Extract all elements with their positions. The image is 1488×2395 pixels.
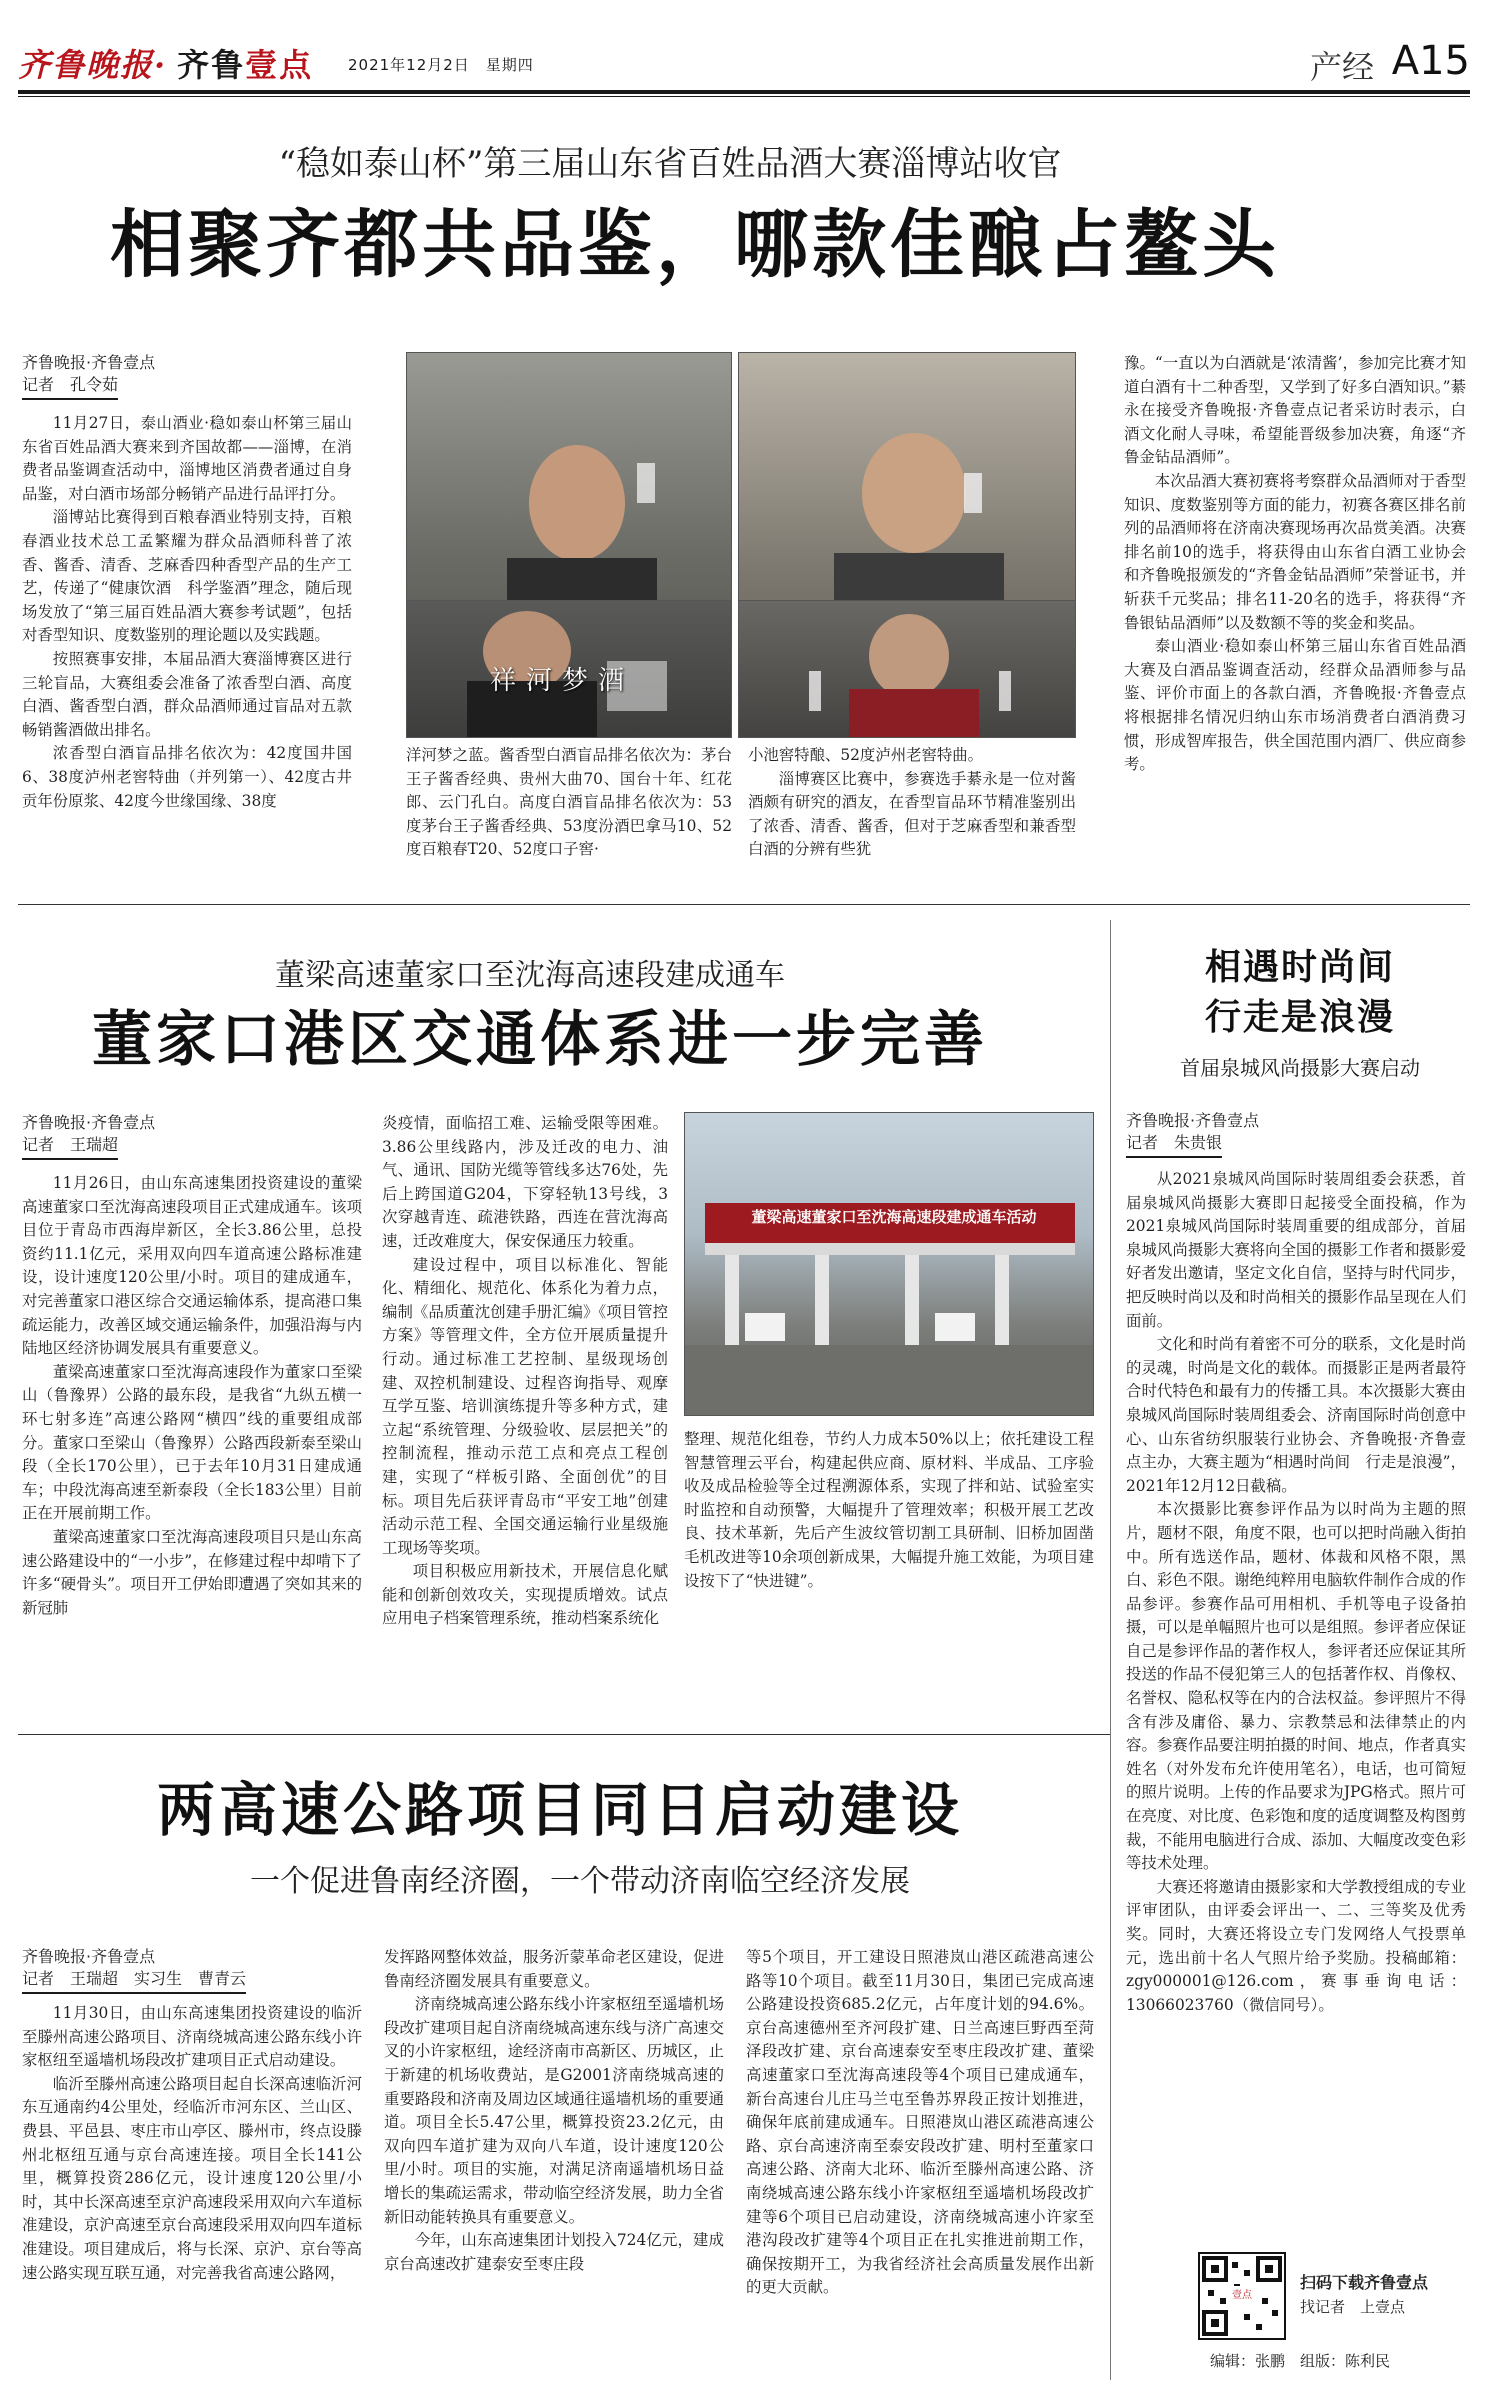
paragraph: 洋河梦之蓝。酱香型白酒盲品排名依次为：茅台王子酱香经典、贵州大曲70、国台十年、红花郎、云门孔白。高度白酒盲品排名依次为：53度茅台王子酱香经典、53度汾酒巴拿马10、52度百粮春T20、52度口子窖·: [406, 746, 732, 859]
paragraph: 等5个项目，开工建设日照港岚山港区疏港高速公路等10个项目。截至11月30日，集团已完成高速公路建设投资685.2亿元，占年度计划的94.6%。京台高速德州至齐河段扩建、日兰高速巨野西至菏泽段改扩建、京台高速泰安至枣庄段改扩建、董梁高速董家口至沈海高速段等4个项目已建成通车，新台高速台儿庄马兰屯至鲁苏界段正按计划推进，确保年底前建成通车。日照港岚山港区疏港高速公路、京台高速济南至泰安段改扩建、明村至董家口高速公路、济南大北环、临沂至滕州高速公路、济南绕城高速公路东线小许家枢纽至遥墙机场段改扩建等6个项目已启动建设，济南绕城高速小许家至港沟段改扩建等4个项目正在扎实推进前期工作，确保按期开工，为我省经济社会高质量发展作出新的更大贡献。: [746, 1948, 1094, 2297]
article2-headline: 董家口港区交通体系进一步完善: [92, 1005, 988, 1075]
article4-subhead: 首届泉城风尚摄影大赛启动: [1180, 1056, 1420, 1080]
logo-sub-prefix: 齐鲁: [177, 46, 246, 84]
page-number: A15: [1391, 38, 1470, 84]
paragraph: 本次品酒大赛初赛将考察群众品酒师对于香型知识、度数鉴别等方面的能力，初赛各赛区排名前列的品酒师将在济南决赛现场再次品赏美酒。决赛排名前10的选手，将获得由山东省白酒工业协会和齐鲁晚报颁发的“齐鲁金钻品酒师”荣誉证书，并斩获千元奖品；排名11-20名的选手，将获得“齐鲁银钻品酒师”以及数额不等的奖金和奖品。: [1124, 471, 1466, 632]
byline-reporter: 记者 朱贵银: [1126, 1132, 1222, 1158]
article1-byline: [22, 352, 352, 400]
article1-headline: 相聚齐都共品鉴，哪款佳酿占鳌头: [110, 202, 1280, 288]
byline-reporter: 记者 孔令茹: [22, 374, 118, 400]
article1-col2: [406, 744, 732, 880]
masthead-rule-thin: [18, 96, 1470, 97]
paragraph: 按照赛事安排，本届品酒大赛淄博赛区进行三轮盲品，大赛组委会准备了浓香型白酒、高度白酒、酱香型白酒，群众品酒师通过盲品对五款畅销酱酒做出排名。: [22, 649, 352, 739]
paragraph: 董梁高速董家口至沈海高速段项目只是山东高速公路建设中的“一小步”，在修建过程中却啃下了许多“硬骨头”。项目开工伊始即遭遇了突如其来的新冠肺: [22, 1527, 362, 1617]
paragraph: 文化和时尚有着密不可分的联系，文化是时尚的灵魂，时尚是文化的载体。而摄影正是两者最符合时代特色和最有力的传播工具。本次摄影大赛由泉城风尚国际时装周组委会、济南国际时尚创意中心、山东省纺织服装行业协会、齐鲁晚报·齐鲁壹点主办，大赛主题为“相遇时尚间 行走是浪漫”，2021年12月12日截稿。: [1126, 1335, 1466, 1495]
article4-headline: [1150, 942, 1450, 1042]
article1-col4: [1124, 352, 1466, 880]
paragraph: 济南绕城高速公路东线小许家枢纽至遥墙机场段改扩建项目起自济南绕城高速东线与济广高速交叉的小许家枢纽，途经济南市高新区、历城区，止于新建的机场收费站，是G2001济南绕城高速的重要路段和济南及周边区域通往遥墙机场的重要通道。项目全长5.47公里，概算投资23.2亿元，由双向四车道扩建为双向八车道，设计速度120公里/小时。项目的实施，对满足济南遥墙机场日益增长的集疏运需求，带动临空经济发展，助力全省新旧动能转换具有重要意义。: [384, 1995, 724, 2226]
photo-overlay-stamp: 祥河梦酒: [490, 666, 635, 696]
section-name: 产经: [1309, 48, 1374, 86]
article2-col2: [382, 1112, 668, 1720]
article1-col3: [748, 744, 1076, 880]
qr-code[interactable]: [1198, 2252, 1286, 2340]
byline-reporter: 记者 王瑞超 实习生 曹青云: [22, 1968, 246, 1994]
article3-headline: 两高速公路项目同日启动建设: [156, 1776, 963, 1844]
paragraph: 从2021泉城风尚国际时装周组委会获悉，首届泉城风尚摄影大赛即日起接受全面投稿，作为2021泉城风尚国际时装周重要的组成部分，首届泉城风尚摄影大赛将向全国的摄影工作者和摄影爱好者发出邀请，坚定文化自信，坚持与时代同步，把反映时尚以及和时尚相关的摄影作品呈现在人们面前。: [1126, 1170, 1466, 1330]
byline-org: 齐鲁晚报·齐鲁壹点: [22, 353, 156, 372]
editor-credit: 编辑：张鹏 组版：陈利民: [1210, 2352, 1391, 2370]
paragraph: 临沂至滕州高速公路项目起自长深高速临沂河东互通南约4公里处，经临沂市河东区、兰山区、费县、平邑县、枣庄市山亭区、滕州市，终点设滕州北枢纽互通与京台高速连接。项目全长141公里，概算投资286亿元，设计速度120公里/小时，其中长深高速至京沪高速段采用双向六车道标准建设，京沪高速至京台高速段采用双向四车道标准建设。项目建成后，将与长深、京沪、京台等高速公路实现互联互通，对完善我省高速公路网，: [22, 2074, 362, 2282]
byline-org: 齐鲁晚报·齐鲁壹点: [22, 1947, 156, 1966]
logo-sub-suffix: 壹点: [245, 46, 314, 84]
paragraph: 今年，山东高速集团计划投入724亿元，建成京台高速改扩建泰安至枣庄段: [384, 2231, 724, 2273]
column-divider: [1110, 920, 1111, 2380]
article2-byline: [22, 1112, 362, 1160]
article4-col: [1126, 1168, 1466, 2198]
paragraph: 11月27日，泰山酒业·稳如泰山杯第三届山东省百姓品酒大赛来到齐国故都——淄博，在消费者品鉴调查活动中，淄博地区消费者通过自身品鉴，对白酒市场部分畅销产品进行品评打分。: [22, 414, 352, 503]
section-divider: [18, 1734, 1110, 1735]
paragraph: 11月30日，由山东高速集团投资建设的临沂至滕州高速公路项目、济南绕城高速公路东线小许家枢纽至遥墙机场段改扩建项目正式启动建设。: [22, 2004, 362, 2070]
article3-col3: [746, 1946, 1094, 2386]
paragraph: 本次摄影比赛参评作品为以时尚为主题的照片，题材不限，角度不限，也可以把时尚融入街拍中。所有选送作品，题材、体裁和风格不限，黑白、彩色不限。谢绝纯粹用电脑软件制作合成的作品参评。参赛作品可用相机、手机等电子设备拍摄，可以是单幅照片也可以是组照。参评者应保证自己是参评作品的著作权人，参评者还应保证其所投送的作品不侵犯第三人的包括著作权、肖像权、名誉权、隐私权等在内的合法权益。参评照片不得含有涉及庸俗、暴力、宗教禁忌和法律禁止的内容。参赛作品要注明拍摄的时间、地点，作者真实姓名（对外发布允许使用笔名），电话，也可简短的照片说明。上传的作品要求为JPG格式。照片可在亮度、对比度、色彩饱和度的适度调整及构图剪裁，不能用电脑进行合成、添加、大幅度改变色彩等技术处理。: [1126, 1500, 1466, 1873]
photo-toll-gate: [684, 1112, 1094, 1416]
logo-dot: ·: [154, 46, 168, 84]
qr-caption-1: 扫码下载齐鲁壹点: [1300, 2273, 1429, 2292]
article3-subhead: 一个促进鲁南经济圈，一个带动济南临空经济发展: [250, 1864, 910, 1899]
paragraph: 整理、规范化组卷，节约人力成本50%以上；依托建设工程智慧管理云平台，构建起供应商、原材料、半成品、工序验收及成品检验等全过程溯源体系，实现了拌和站、试验室实时监控和自动预警，大幅提升了管理效率；积极开展工艺改良、技术革新，先后产生波纹管切割工具研制、旧桥加固凿毛机改进等10余项创新成果，大幅提升施工效能，为项目建设按下了“快进键”。: [684, 1430, 1094, 1590]
article2-col1: [22, 1172, 362, 1720]
paragraph: 11月26日，由山东高速集团投资建设的董梁高速董家口至沈海高速段项目正式建成通车。该项目位于青岛市西海岸新区，全长3.86公里，总投资约11.1亿元，采用双向四车道高速公路标准建设，设计速度120公里/小时。项目的建成通车，对完善董家口港区综合交通运输体系，提高港口集疏运能力，改善区域交通运输条件，加强沿海与内陆地区经济协调发展具有重要意义。: [22, 1174, 362, 1358]
taster-figure-icon: [739, 601, 1076, 738]
paragraph: 小池窖特酿、52度泸州老窖特曲。: [748, 746, 984, 764]
headline-line: 相遇时尚间: [1204, 946, 1395, 988]
article2-kicker: 董梁高速董家口至沈海高速段建成通车: [275, 958, 785, 993]
byline-org: 齐鲁晚报·齐鲁壹点: [22, 1113, 156, 1132]
masthead-rule: [18, 90, 1470, 94]
paragraph: 项目积极应用新技术，开展信息化赋能和创新创效攻关，实现提质增效。试点应用电子档案管理系统，推动档案系统化: [382, 1562, 668, 1628]
article3-byline: [22, 1946, 362, 1994]
article1-col1: [22, 412, 352, 880]
issue-date: 2021年12月2日 星期四: [348, 56, 534, 74]
newspaper-logo: [18, 40, 313, 86]
article4-byline: [1126, 1110, 1466, 1158]
byline-org: 齐鲁晚报·齐鲁壹点: [1126, 1111, 1260, 1130]
qr-logo: 壹点: [1228, 2286, 1256, 2306]
headline-line: 行走是浪漫: [1204, 996, 1395, 1038]
toll-gate-icon: [685, 1113, 1094, 1416]
paragraph: 淄博站比赛得到百粮春酒业特别支持，百粮春酒业技术总工孟繁耀为群众品酒师科普了浓香、酱香、清香、芝麻香四种香型产品的生产工艺，传递了“健康饮酒 科学鉴酒”理念，随后现场发放了“第三届百姓品酒大赛参考试题”，包括对香型知识、度数鉴别的理论题以及实践题。: [22, 508, 352, 645]
article2-col3: [684, 1428, 1094, 1720]
masthead: [18, 40, 1470, 86]
paragraph: 泰山酒业·稳如泰山杯第三届山东省百姓品酒大赛及白酒品鉴调查活动，经群众品酒师参与品鉴、评价市面上的各款白酒，齐鲁晚报·齐鲁壹点将根据排名情况归纳山东市场消费者白酒消费习惯，形成智库报告，供全国范围内酒厂、供应商参考。: [1124, 637, 1466, 774]
paragraph: 炎疫情，面临招工难、运输受限等困难。3.86公里线路内，涉及迁改的电力、油气、通讯、国防光缆等管线多达76处，先后上跨国道G204，下穿轻轨13号线，3次穿越青连、疏港铁路，西连在营沈海高速，迁改难度大，保安保通压力较重。: [382, 1114, 668, 1250]
paragraph: 浓香型白酒盲品排名依次为：42度国井国6、38度泸州老窖特曲（并列第一）、42度古井贡年份原浆、42度今世缘国缘、38度: [22, 744, 352, 810]
byline-reporter: 记者 王瑞超: [22, 1134, 118, 1160]
paragraph: 淄博赛区比赛中，参赛选手綦永是一位对酱酒颇有研究的酒友，在香型盲品环节精准鉴别出了浓香、清香、酱香，但对于芝麻香型和兼香型白酒的分辨有些犹: [748, 769, 1076, 859]
photo-taster-right-bottom: [738, 600, 1076, 738]
article3-col2: [384, 1946, 724, 2386]
section-divider: [18, 904, 1470, 905]
article1-kicker: “稳如泰山杯”第三届山东省百姓品酒大赛淄博站收官: [278, 144, 1062, 184]
paragraph: 大赛还将邀请由摄影家和大学教授组成的专业评审团队，由评委会评出一、二、三等奖及优秀奖。同时，大赛还将设立专门发网络人气投票单元，选出前十名人气照片给予奖励。投稿邮箱：zgy000001@126.com，赛事垂询电话：13066023760（微信同号）。: [1126, 1877, 1466, 2014]
paragraph: 豫。“一直以为白酒就是‘浓清酱’，参加完比赛才知道白酒有十二种香型，又学到了好多白酒知识。”綦永在接受齐鲁晚报·齐鲁壹点记者采访时表示，白酒文化耐人寻味，希望能晋级参加决赛，角逐“齐鲁金钻品酒师”。: [1124, 354, 1466, 467]
paragraph: 建设过程中，项目以标准化、智能化、精细化、规范化、体系化为着力点，编制《品质董沈创建手册汇编》《项目管控方案》等管理文件，全方位开展质量提升行动。通过标准工艺控制、星级现场创建、双控机制建设、过程咨询指导、观摩互学互鉴、培训演练提升等多种方式，建立起“系统管理、分级验收、层层把关”的控制流程，推动示范工点和亮点工程创建，实现了“样板引路、全面创优”的目标。项目先后获评青岛市“平安工地”创建活动示范工程、全国交通运输行业星级施工现场等奖项。: [382, 1255, 668, 1557]
paragraph: 发挥路网整体效益，服务沂蒙革命老区建设，促进鲁南经济圈发展具有重要意义。: [384, 1948, 724, 1990]
logo-main: 齐鲁晚报: [18, 46, 155, 84]
photo-banner-text: 董梁高速董家口至沈海高速段建成通车活动: [751, 1208, 1037, 1226]
qr-caption-2: 找记者 上壹点: [1300, 2298, 1406, 2316]
paragraph: 董梁高速董家口至沈海高速段作为董家口至梁山（鲁豫界）公路的最东段，是我省“九纵五横一环七射多连”高速公路网“横四”线的重要组成部分。董家口至梁山（鲁豫界）公路西段新泰至梁山段（全长170公里），已于去年10月31日建成通车；中段沈海高速至新泰段（全长183公里）目前正在开展前期工作。: [22, 1362, 362, 1523]
article3-col1: [22, 2002, 362, 2386]
